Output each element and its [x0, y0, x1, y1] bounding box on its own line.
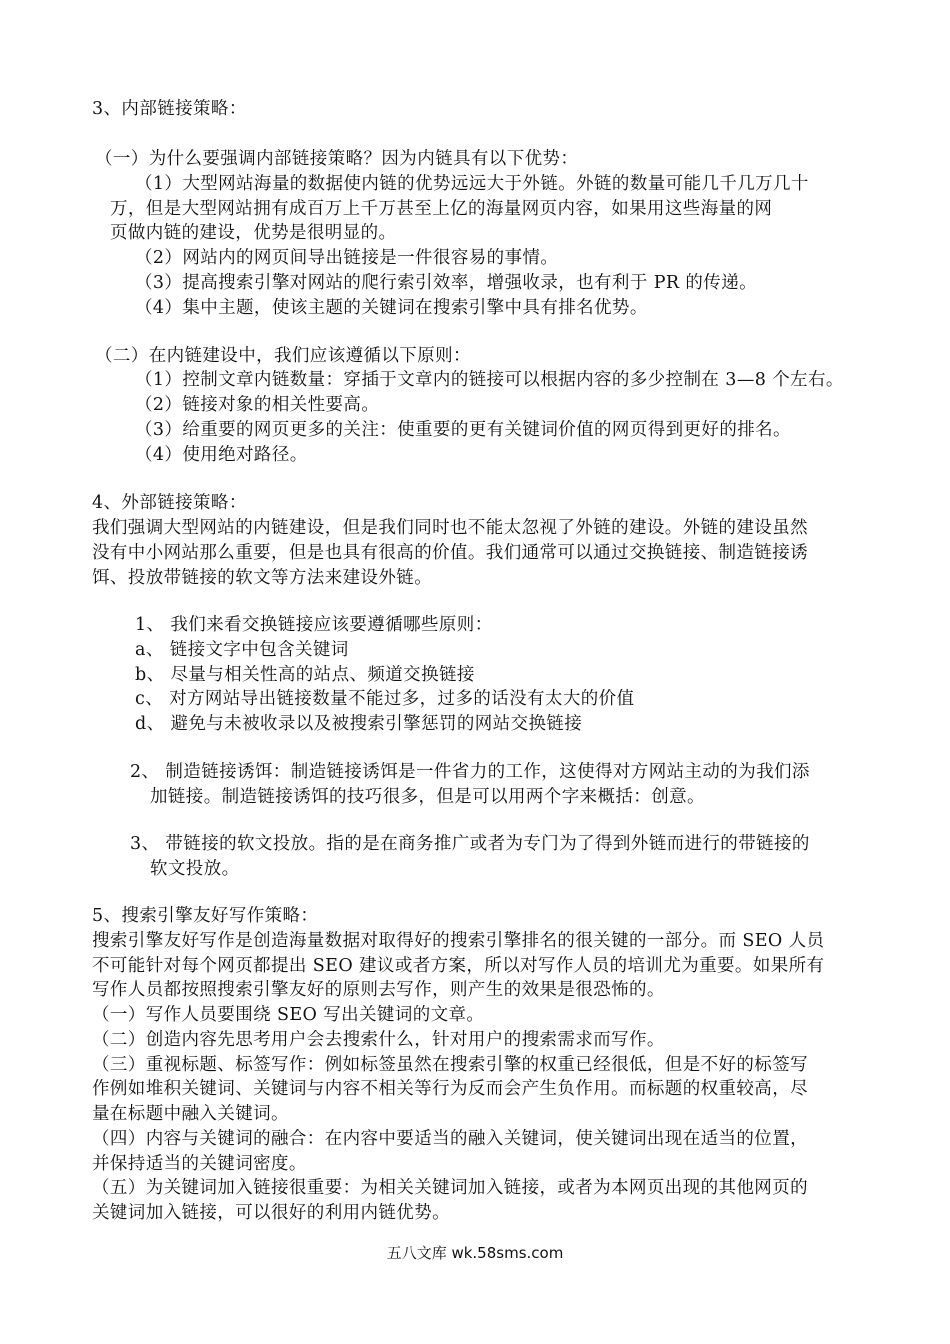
section-3-part2-item1: （1）控制文章内链数量：穿插于文章内的链接可以根据内容的多少控制在 3—8 个左右。 [135, 370, 844, 390]
section-5-heading: 5、搜索引擎友好写作策略： [92, 906, 319, 926]
section-3-part2-title: （二）在内链建设中，我们应该遵循以下原则： [95, 346, 471, 366]
section-5-intro: 搜索引擎友好写作是创造海量数据对取得好的搜索引擎排名的很关键的一部分。而 SEO 人员 [92, 931, 825, 951]
section-4-heading: 4、外部链接策略： [92, 493, 247, 513]
section-3-part1-item1: （1）大型网站海量的数据使内链的优势远远大于外链。外链的数量可能几千几万几十 [135, 174, 809, 194]
section-4-point-b: b、 尽量与相关性高的站点、频道交换链接 [135, 665, 475, 685]
section-3-heading: 3、内部链接策略： [92, 99, 247, 119]
section-4-point-3-cont: 软文投放。 [150, 859, 240, 879]
section-5-intro-cont: 写作人员都按照搜索引擎友好的原则去写作，则产生的效果是很恐怖的。 [92, 980, 665, 1000]
section-5-item-5-cont: 关键词加入链接，可以很好的利用内链优势。 [92, 1203, 450, 1223]
section-3-part1-item3: （3）提高搜索引擎对网站的爬行索引效率，增强收录，也有利于 PR 的传递。 [135, 273, 758, 293]
section-4-point-2-cont: 加链接。制造链接诱饵的技巧很多，但是可以用两个字来概括：创意。 [150, 787, 705, 807]
section-4-intro: 我们强调大型网站的内链建设，但是我们同时也不能太忽视了外链的建设。外链的建设虽然 [92, 518, 808, 538]
section-5-item-3-cont: 作例如堆积关键词、关键词与内容不相关等行为反而会产生负作用。而标题的权重较高，尽 [92, 1079, 808, 1099]
section-4-point-1: 1、 我们来看交换链接应该要遵循哪些原则： [135, 615, 493, 635]
section-3-part1-item1-cont: 页做内链的建设，优势是很明显的。 [110, 223, 397, 243]
section-5-item-1: （一）写作人员要围绕 SEO 写出关键词的文章。 [92, 1005, 485, 1025]
section-3-part1-item1-cont: 万，但是大型网站拥有成百万上千万甚至上亿的海量网页内容，如果用这些海量的网 [110, 199, 773, 219]
section-5-item-2: （二）创造内容先思考用户会去搜索什么，针对用户的搜索需求而写作。 [92, 1030, 665, 1050]
section-5-item-5: （五）为关键词加入链接很重要：为相关关键词加入链接，或者为本网页出现的其他网页的 [92, 1178, 808, 1198]
section-4-point-d: d、 避免与未被收录以及被搜索引擎惩罚的网站交换链接 [135, 714, 583, 734]
section-5-intro-cont: 不可能针对每个网页都提出 SEO 建议或者方案，所以对写作人员的培训尤为重要。如果所有 [92, 956, 825, 976]
section-3-part1-item4: （4）集中主题，使该主题的关键词在搜索引擎中具有排名优势。 [135, 298, 648, 318]
section-5-item-4-cont: 并保持适当的关键词密度。 [92, 1154, 307, 1174]
section-3-part2-item2: （2）链接对象的相关性要高。 [135, 395, 380, 415]
section-3-part1-title: （一）为什么要强调内部链接策略？因为内链具有以下优势： [95, 149, 579, 169]
section-4-intro-cont: 饵、投放带链接的软文等方法来建设外链。 [92, 568, 433, 588]
footer-watermark: 五八文库 wk.58sms.com [386, 1244, 564, 1262]
section-4-point-c: c、 对方网站导出链接数量不能过多，过多的话没有太大的价值 [135, 689, 635, 709]
section-4-point-3: 3、 带链接的软文投放。指的是在商务推广或者为专门为了得到外链而进行的带链接的 [130, 834, 810, 854]
section-5-item-3-cont: 量在标题中融入关键词。 [92, 1104, 289, 1124]
section-4-point-2: 2、 制造链接诱饵：制造链接诱饵是一件省力的工作，这使得对方网站主动的为我们添 [130, 762, 810, 782]
section-4-point-a: a、 链接文字中包含关键词 [135, 640, 349, 660]
section-5-item-3: （三）重视标题、标签写作：例如标签虽然在搜索引擎的权重已经很低，但是不好的标签写 [92, 1055, 808, 1075]
section-3-part2-item3: （3）给重要的网页更多的关注：使重要的更有关键词价值的网页得到更好的排名。 [135, 420, 791, 440]
section-3-part2-item4: （4）使用绝对路径。 [135, 445, 308, 465]
section-5-item-4: （四）内容与关键词的融合：在内容中要适当的融入关键词，使关键词出现在适当的位置， [92, 1129, 808, 1149]
section-3-part1-item2: （2）网站内的网页间导出链接是一件很容易的事情。 [135, 248, 559, 268]
section-4-intro-cont: 没有中小网站那么重要，但是也具有很高的价值。我们通常可以通过交换链接、制造链接诱 [92, 543, 808, 563]
